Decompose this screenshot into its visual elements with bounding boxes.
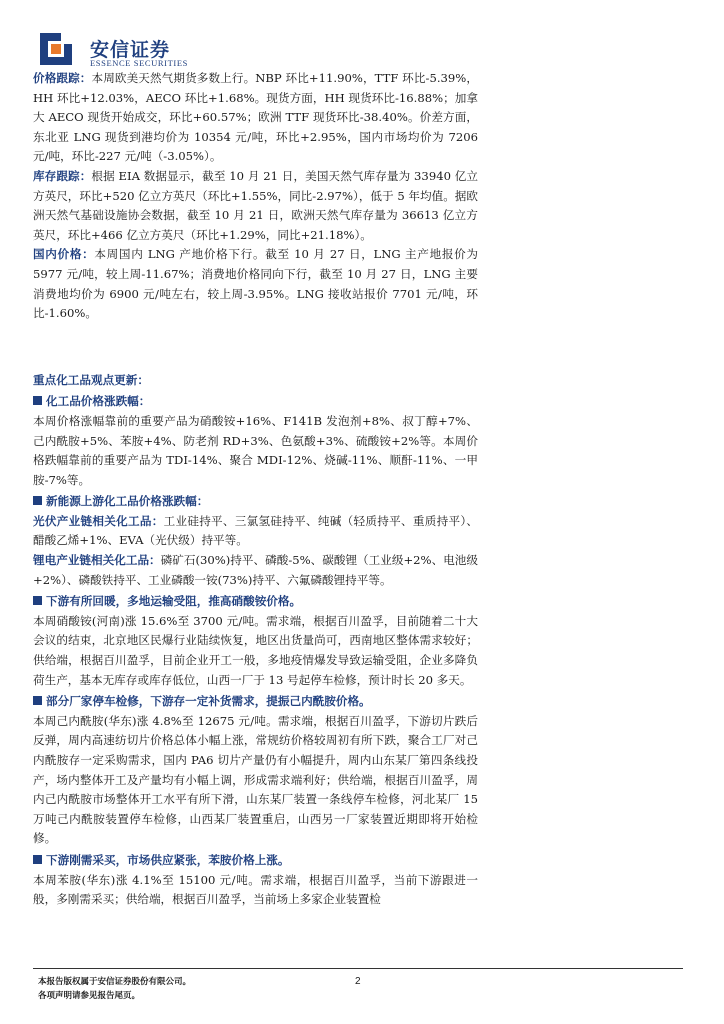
pv-chain-text: 工业硅持平、三氯氢硅持平、纯碱（轻质持平、重质持平）、醋酸乙烯+1%、EVA（光伏级）持平等。 — [33, 513, 478, 548]
essence-logo-icon — [40, 33, 72, 65]
bullet-heading-price-changes: 化工品价格涨跌幅： — [33, 392, 478, 412]
section-title: 重点化工品观点更新： — [33, 372, 149, 387]
li-chain-label: 锂电产业链相关化工品： — [33, 553, 161, 568]
inventory-tracking-paragraph — [33, 167, 478, 245]
pv-chain-label: 光伏产业链相关化工品： — [33, 513, 164, 528]
report-header — [40, 33, 340, 73]
bullet-heading-ammonium-nitrate: 下游有所回暖，多地运输受阻，推高硝酸铵价格。 — [33, 592, 478, 612]
domestic-price-label: 国内价格： — [33, 247, 95, 262]
square-bullet-icon — [33, 696, 42, 705]
inventory-tracking-text: 根据 EIA 数据显示，截至 10 月 21 日，美国天然气库存量为 33940 亿立方英尺，环比+520 亿立方英尺（环比+1.55%，同比-2.97%），低于 5 年均值。据欧洲天然气基础设施协会数据，截至 10 月 21 日，欧洲天然气库存量为 36613 亿立方英尺，环比+466 亿立方英尺（环比+1.29%，同比+21.18%）。 — [33, 168, 478, 242]
report-body — [33, 69, 478, 910]
footer-divider — [33, 968, 683, 969]
inventory-tracking-label: 库存跟踪： — [33, 168, 92, 183]
bullet-heading-caprolactam: 部分厂家停车检修，下游存一定补货需求，提振己内酰胺价格。 — [33, 692, 478, 712]
price-tracking-text: 本周欧美天然气期货多数上行。NBP 环比+11.90%，TTF 环比-5.39%，HH 环比+12.03%，AECO 环比+1.68%。现货方面，HH 现货环比-16.88%；加拿大 AECO 现货开始成交，环比+60.57%；欧洲 TTF 现货环比-38.40%。价差方面，东北亚 LNG 现货到港均价为 10354 元/吨，环比+2.95%，国内市场均价为 7206 元/吨，环比-227 元/吨（-3.05%）。 — [33, 71, 478, 164]
aniline-text: 本周苯胺(华东)涨 4.1%至 15100 元/吨。需求端，根据百川盈孚，当前下游跟进一般，多刚需采买；供给端，根据百川盈孚，当前场上多家企业装置检 — [33, 872, 478, 907]
price-changes-text: 本周价格涨幅靠前的重要产品为硝酸铵+16%、F141B 发泡剂+8%、叔丁醇+7%、己内酰胺+5%、苯胺+4%、防老剂 RD+3%、色氨酸+3%、硫酸铵+2%等。本周价格跌幅靠前的重要产品为 TDI-14%、聚合 MDI-12%、烧碱-11%、顺酐-11%、一甲胺-7%等。 — [33, 413, 478, 487]
brand-name-cn: 安信证券 — [90, 39, 171, 61]
ammonium-nitrate-text: 本周硝酸铵(河南)涨 15.6%至 3700 元/吨。需求端，根据百川盈孚，目前随着二十大会议的结束，北京地区民爆行业陆续恢复，地区出货量尚可，西南地区整体需求较好；供给端，根据百川盈孚，目前企业开工一般，多地疫情爆发导致运输受阻，企业多降负荷生产，基本无库存或库存低位，山西一厂于 13 号起停车检修，预计时长 20 多天。 — [33, 613, 478, 687]
domestic-price-paragraph — [33, 245, 478, 323]
caprolactam-text: 本周己内酰胺(华东)涨 4.8%至 12675 元/吨。需求端，根据百川盈孚，下游切片跌后反弹，周内高速纺切片价格总体小幅上涨，常规纺价格较周初有所下跌，聚合工厂对己内酰胺存一定采购需求，国内 PA6 切片产量仍有小幅提升，周内山东某厂第四条线投产，场内整体开工及产量均有小幅上调，形成需求端利好；供给端，根据百川盈孚，周内己内酰胺市场整体开工水平有所下滑，山东某厂装置一条线停车检修，河北某厂 15 万吨己内酰胺装置停车检修，山西某厂装置重启，山西另一厂家装置近期即将开始检修。 — [33, 713, 478, 846]
price-tracking-paragraph — [33, 69, 478, 167]
bullet-heading-new-energy: 新能源上游化工品价格涨跌幅： — [33, 492, 478, 512]
footer-copyright: 本报告版权属于安信证券股份有限公司。 — [38, 977, 192, 987]
footer-disclaimer — [38, 975, 191, 1003]
bullet-heading-aniline: 下游刚需采买，市场供应紧张，苯胺价格上涨。 — [33, 851, 478, 871]
brand-name-en: ESSENCE SECURITIES — [90, 58, 188, 68]
domestic-price-text: 本周国内 LNG 产地价格下行。截至 10 月 27 日，LNG 主产地报价为 5977 元/吨，较上周-11.67%；消费地价格同向下行，截至 10 月 27 日，LNG 主要消费地均价为 6900 元/吨左右，较上周-3.95%。LNG 接收站报价 7701 元/吨，环比-1.60%。 — [33, 247, 478, 321]
li-chain-paragraph — [33, 551, 478, 590]
li-chain-text: 磷矿石(30%)持平、磷酸-5%、碳酸锂（工业级+2%、电池级+2%）、磷酸铁持平、工业磷酸一铵(73%)持平、六氟磷酸锂持平等。 — [33, 553, 478, 587]
square-bullet-icon — [33, 396, 42, 405]
square-bullet-icon — [33, 496, 42, 505]
price-tracking-label: 价格跟踪： — [33, 71, 92, 85]
square-bullet-icon — [33, 855, 42, 864]
square-bullet-icon — [33, 596, 42, 605]
footer-statement: 各项声明请参见报告尾页。 — [38, 991, 141, 1001]
pv-chain-paragraph — [33, 512, 478, 551]
page-number: 2 — [355, 976, 361, 987]
